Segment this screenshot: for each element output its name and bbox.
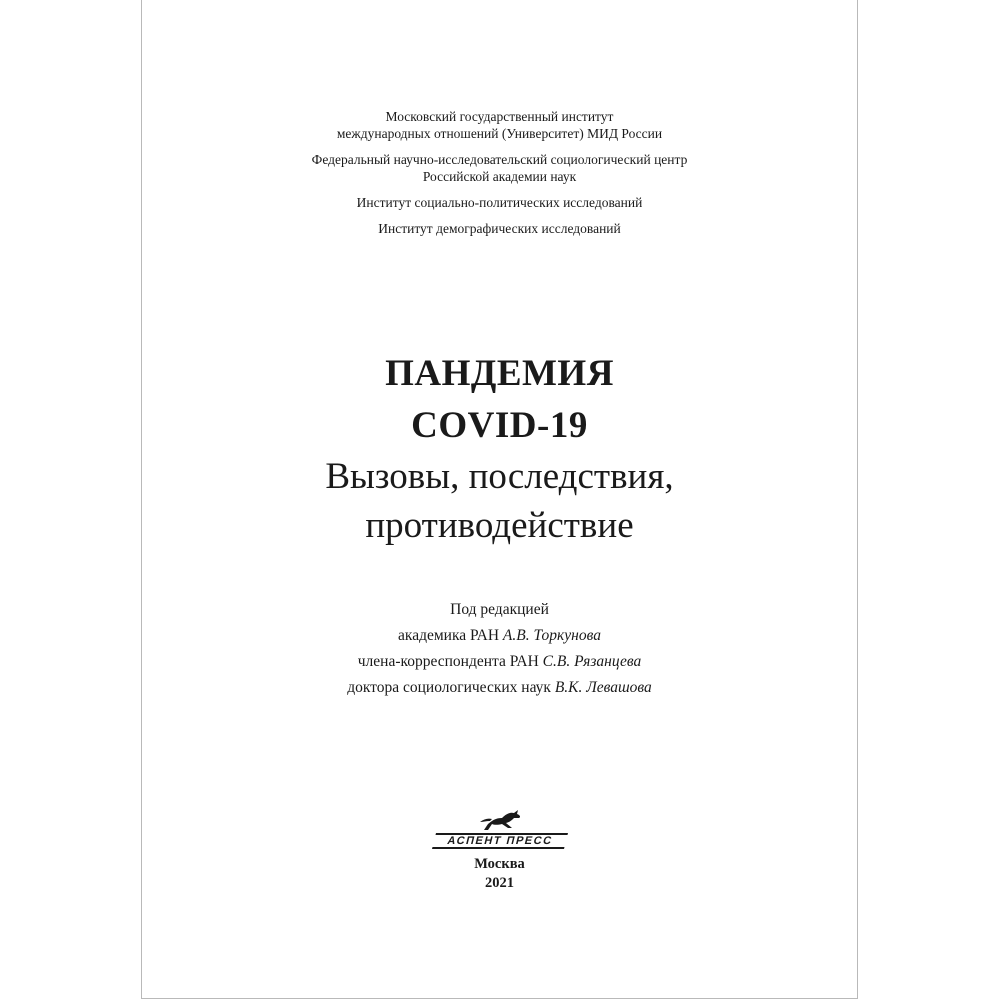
subtitle-line-1: Вызовы, последствия, xyxy=(325,456,674,497)
editors-intro: Под редакцией xyxy=(450,601,549,618)
title-line-covid: COVID-19 xyxy=(411,405,588,446)
institution-ispi xyxy=(142,194,857,211)
publication-year: 2021 xyxy=(485,875,514,891)
institutions-list xyxy=(142,108,857,246)
institution-line: международных отношений (Университет) МИД России xyxy=(336,126,663,141)
institution-line: Российской академии наук xyxy=(422,169,577,184)
title-line-pandemic: ПАНДЕМИЯ xyxy=(385,353,614,394)
institution-fnisc xyxy=(142,151,857,185)
publisher-block xyxy=(142,806,857,893)
editor-name: А.В. Торкунова xyxy=(502,627,601,644)
editor-role: академика РАН xyxy=(398,627,503,644)
institution-line: Институт социально-политических исследований xyxy=(356,195,643,210)
publisher-logo-text: АСПЕНТ ПРЕСС xyxy=(432,833,568,849)
editor-line xyxy=(142,649,857,675)
publication-city: Москва xyxy=(474,856,525,872)
title-page xyxy=(141,0,858,999)
institution-line: Московский государственный институт xyxy=(385,109,614,124)
editor-name: В.К. Левашова xyxy=(554,679,652,696)
institution-line: Федеральный научно-исследовательский социологический центр xyxy=(311,152,688,167)
publisher-logo xyxy=(434,806,566,850)
book-title xyxy=(142,348,857,550)
editor-line xyxy=(142,623,857,649)
editors-block xyxy=(142,597,857,701)
institution-line: Институт демографических исследований xyxy=(378,221,621,236)
institution-idi xyxy=(142,220,857,237)
institution-mgimo xyxy=(142,108,857,142)
editor-role: члена-корреспондента РАН xyxy=(357,653,543,670)
editor-role: доктора социологических наук xyxy=(347,679,555,696)
editor-line xyxy=(142,675,857,701)
subtitle-line-2: противодействие xyxy=(365,505,634,546)
editor-name: С.В. Рязанцева xyxy=(542,653,642,670)
running-horse-icon xyxy=(434,806,566,834)
